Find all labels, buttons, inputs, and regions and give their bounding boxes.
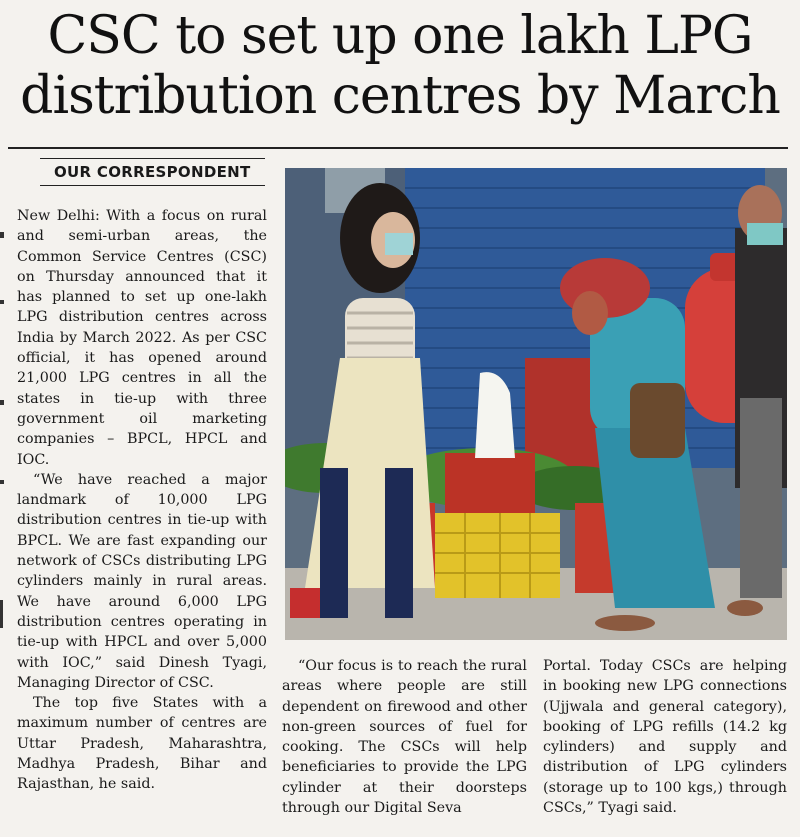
news-photo xyxy=(285,168,787,640)
article-column-1 xyxy=(17,206,267,795)
byline-rule-top xyxy=(40,158,265,159)
article-column-3 xyxy=(543,656,787,818)
headline-line-2: distribution centres by March xyxy=(20,66,780,126)
byline-rule-bottom xyxy=(40,185,265,186)
headline xyxy=(0,6,800,126)
photo-illustration xyxy=(285,168,787,640)
paragraph-3: The top five States with a maximum number of centres are Uttar Pradesh, Maharashtra, Madhya Pradesh, Bihar and Rajasthan, he said. xyxy=(17,695,267,793)
paragraph-4: “Our focus is to reach the rural areas where people are still dependent on firewood and other non-green sources of fuel for cooking. The CSCs will help beneficiaries to provide the LPG cylinder at their doorsteps through our Digital Seva xyxy=(282,658,527,817)
paragraph-1: New Delhi: With a focus on rural and semi-urban areas, the Common Service Centres (CSC) on Thursday announced that it has planned to set up one-lakh LPG distribution centres across India by March 2022. As per CSC official, it has opened around 21,000 LPG centres in all the states in tie-up with three government oil marketing companies – BPCL, HPCL and IOC. xyxy=(17,208,267,468)
headline-line-1: CSC to set up one lakh LPG xyxy=(47,6,753,66)
article-column-2 xyxy=(282,656,527,818)
byline: OUR CORRESPONDENT xyxy=(54,163,251,181)
headline-rule xyxy=(8,147,788,149)
paragraph-5: Portal. Today CSCs are helping in booking new LPG connections (Ujjwala and general category), booking of LPG refills (14.2 kg cylinders) and supply and distribution of LPG cylinders (storage up to 100 kgs,) through CSCs,” Tyagi said. xyxy=(543,658,787,817)
paragraph-2: “We have reached a major landmark of 10,000 LPG distribution centres in tie-up with BPCL. We are fast expanding our network of CSCs distributing LPG cylinders mainly in rural areas. We have around 6,000 LPG distribution centres operating in tie-up with HPCL and over 5,000 with IOC,” said Dinesh Tyagi, Managing Director of CSC. xyxy=(17,471,267,691)
